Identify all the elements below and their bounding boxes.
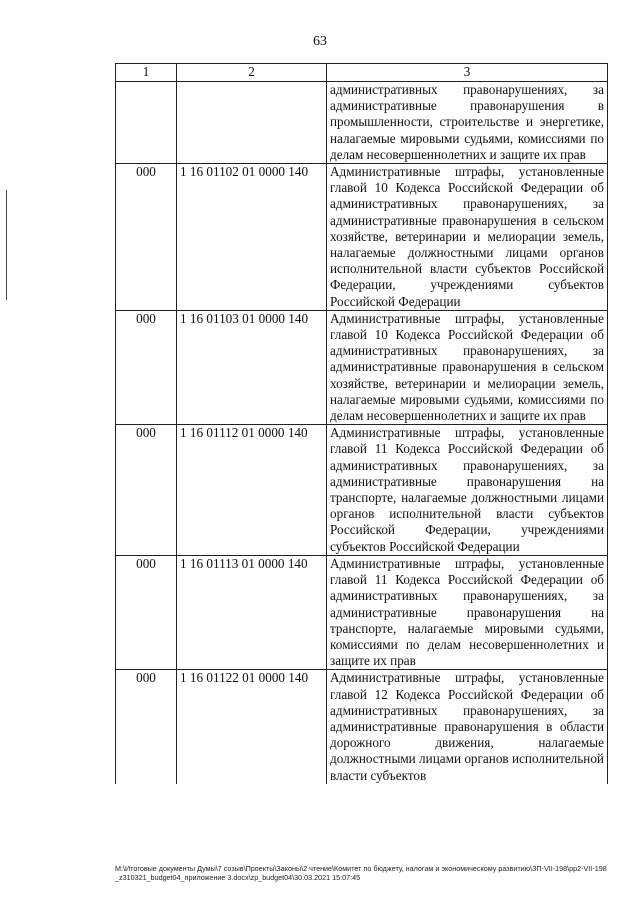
table-row bbox=[116, 310, 608, 424]
table-header-row bbox=[116, 64, 608, 82]
description-cell: административных правонарушениях, за административные правонарушения в промышленности, строительстве и энергетике, налагаемые мировыми судьями, комиссиями по делам несовершеннолетних и защите их прав bbox=[327, 82, 608, 164]
scan-margin-line bbox=[6, 190, 7, 300]
header-col-2: 2 bbox=[177, 64, 327, 82]
budget-codes-table bbox=[115, 63, 608, 784]
header-col-3: 3 bbox=[327, 64, 608, 82]
admin-code-cell: 000 bbox=[116, 164, 177, 311]
budget-code-cell bbox=[177, 82, 327, 164]
table-row bbox=[116, 670, 608, 784]
budget-code-cell: 1 16 01102 01 0000 140 bbox=[177, 164, 327, 311]
table-row bbox=[116, 164, 608, 311]
budget-code-cell: 1 16 01112 01 0000 140 bbox=[177, 425, 327, 556]
header-col-1: 1 bbox=[116, 64, 177, 82]
table-row bbox=[116, 425, 608, 556]
admin-code-cell bbox=[116, 82, 177, 164]
description-cell: Административные штрафы, установленные главой 11 Кодекса Российской Федерации об административных правонарушениях, за административные правонарушения на транспорте, налагаемые мировыми судьями, комиссиями по делам несовершеннолетних и защите их прав bbox=[327, 555, 608, 669]
table-row bbox=[116, 82, 608, 164]
page-number: 63 bbox=[313, 34, 327, 49]
table-row bbox=[116, 555, 608, 669]
budget-code-cell: 1 16 01113 01 0000 140 bbox=[177, 555, 327, 669]
admin-code-cell: 000 bbox=[116, 310, 177, 424]
admin-code-cell: 000 bbox=[116, 555, 177, 669]
description-cell: Административные штрафы, установленные главой 10 Кодекса Российской Федерации об административных правонарушениях, за административные правонарушения в сельском хозяйстве, ветеринарии и мелиорации земель, налагаемые должностными лицами органов исполнительной власти субъектов Российской Федерации, учреждениями субъектов Российской Федерации bbox=[327, 164, 608, 311]
document-path-footer: M:\Итоговые документы Думы\7 созыв\Проекты\Законы\2 чтение\Комитет по бюджету, налогам и экономическому развитию\ЗП-VII-198\pp2-VII-198_z310321_budget04_приложение 3.docx\zp_budget04\30.03.2021 15:07:45 bbox=[115, 864, 607, 882]
budget-code-cell: 1 16 01122 01 0000 140 bbox=[177, 670, 327, 784]
budget-code-cell: 1 16 01103 01 0000 140 bbox=[177, 310, 327, 424]
description-cell: Административные штрафы, установленные главой 12 Кодекса Российской Федерации об административных правонарушениях, за административные правонарушения в области дорожного движения, налагаемые должностными лицами органов исполнительной власти субъектов bbox=[327, 670, 608, 784]
admin-code-cell: 000 bbox=[116, 425, 177, 556]
description-cell: Административные штрафы, установленные главой 10 Кодекса Российской Федерации об административных правонарушениях, за административные правонарушения в сельском хозяйстве, ветеринарии и мелиорации земель, налагаемые мировыми судьями, комиссиями по делам несовершеннолетних и защите их прав bbox=[327, 310, 608, 424]
admin-code-cell: 000 bbox=[116, 670, 177, 784]
description-cell: Административные штрафы, установленные главой 11 Кодекса Российской Федерации об административных правонарушениях, за административные правонарушения на транспорте, налагаемые должностными лицами органов исполнительной власти субъектов Российской Федерации, учреждениями субъектов Российской Федерации bbox=[327, 425, 608, 556]
